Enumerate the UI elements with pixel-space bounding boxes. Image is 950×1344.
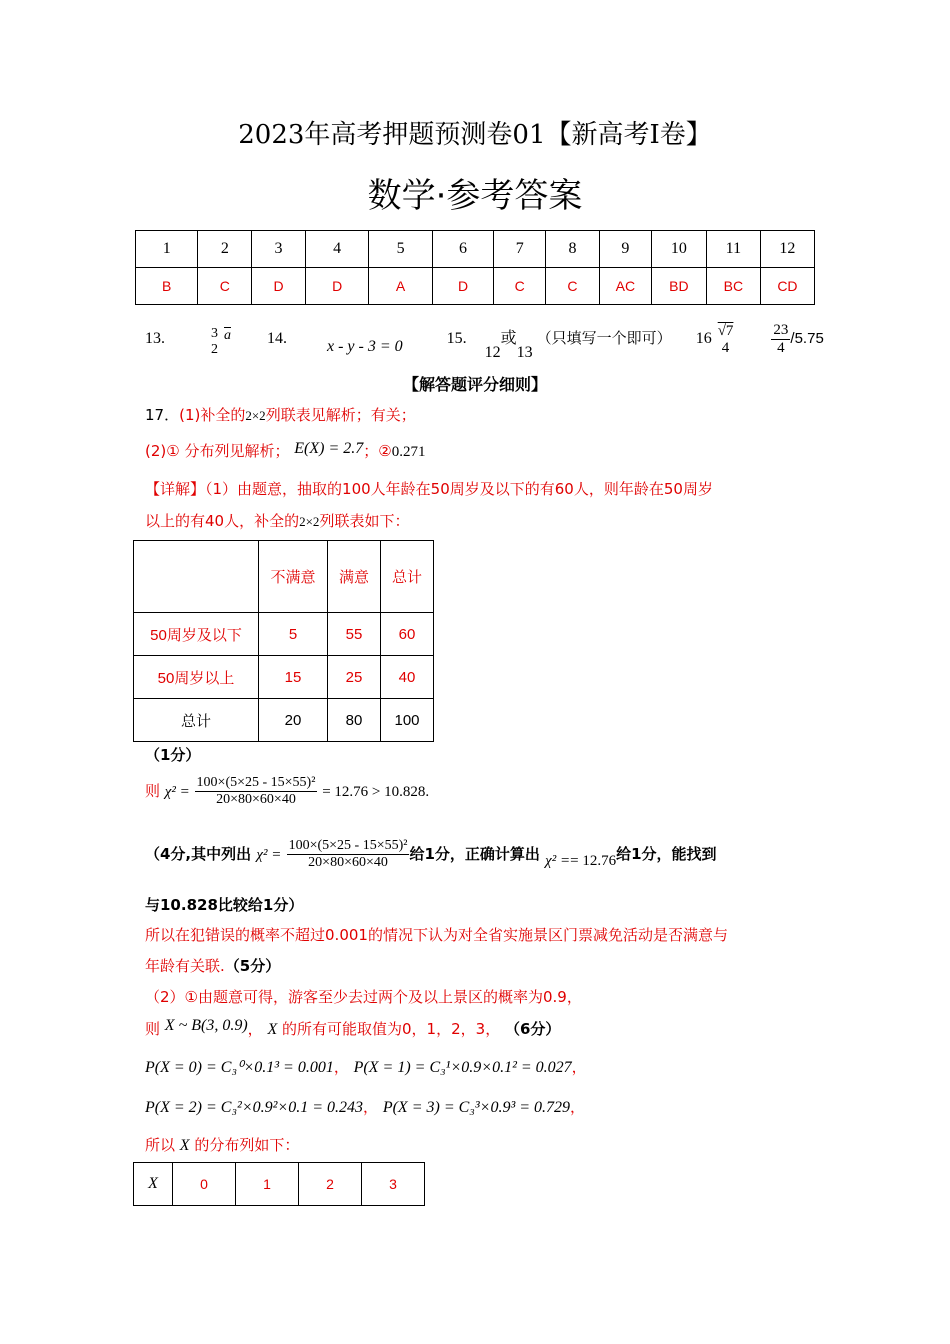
answer-cell-9: AC (599, 268, 651, 305)
answer-cell-12: CD (760, 268, 814, 305)
contingency-table (133, 540, 434, 742)
q17-part2-b: ；② (363, 442, 392, 460)
table-cell: 15 (259, 656, 328, 699)
answer-cell-6: D (432, 268, 494, 305)
chi-symbol: χ² = (164, 784, 190, 800)
table-cell: 40 (381, 656, 434, 699)
score-4-chi-symbol-2: χ² = (545, 853, 571, 869)
table-cell: 100 (381, 699, 434, 742)
q16-denominator: 4 (721, 339, 730, 356)
answer-cell-7: C (494, 268, 546, 305)
table-header-cell: 满意 (328, 541, 381, 613)
score-4-chi-symbol: χ² = (256, 847, 282, 863)
detail-line-2-a: 以上的有40人，补全的 (145, 512, 300, 530)
distribution-cell: X (134, 1163, 173, 1206)
score-4-numerator: 100×(5×25 - 15×55)² (288, 838, 408, 853)
probability-line-2: P(X = 2) = C₃²×0.9²×0.1 = 0.243， P(X = 3) = C₃³×0.9³ = 0.729， (145, 1098, 586, 1116)
answer-number-7: 7 (494, 231, 546, 268)
answer-number-4: 4 (305, 231, 368, 268)
q17-part2-value: 0.271 (391, 444, 426, 460)
q17-part1-math: 2×2 (245, 408, 266, 423)
answer-number-2: 2 (198, 231, 252, 268)
q17-part2-a: (2)① 分布列见解析； (145, 442, 290, 460)
table-cell: 20 (259, 699, 328, 742)
part2-line-2-d: 的所有可能取值为0，1，2，3， (282, 1020, 501, 1038)
table-header-cell: 不满意 (259, 541, 328, 613)
q17-answer-line-2 (145, 440, 425, 461)
table-cell: 50周岁以上 (134, 656, 259, 699)
chi-denominator: 20×80×60×40 (216, 792, 296, 807)
q16-label: 16 (695, 330, 712, 348)
score-5: （5分） (224, 957, 281, 975)
prob-x2: P(X = 2) = C₃²×0.9²×0.1 = 0.243 (145, 1099, 364, 1116)
part2-line-2-comma: ， (247, 1020, 263, 1038)
answer-number-row (136, 231, 815, 268)
detail-line-2 (145, 510, 409, 531)
table-row (134, 656, 434, 699)
detail-line-1: 【详解】（1）由题意，抽取的100人年龄在50周岁及以下的有60人，则年龄在50周岁 (145, 480, 713, 498)
score-4-d: 给1分，能找到 (616, 845, 717, 863)
answer-number-12: 12 (760, 231, 814, 268)
chi-square-line (145, 775, 429, 808)
q15-label: 15. (446, 330, 467, 348)
fill-in-row (145, 322, 824, 362)
table-cell: 80 (328, 699, 381, 742)
q13-variable: $\overline{a}$ (224, 328, 231, 344)
table-cell: 50周岁及以下 (134, 613, 259, 656)
table-cell: 5 (259, 613, 328, 656)
q16-fraction-2 (771, 322, 790, 357)
score-4-b: 给1分，正确计算出 (409, 845, 540, 863)
q17-part1-b: 列联表见解析；有关； (265, 406, 416, 424)
dist-caption-x: X (179, 1137, 190, 1154)
q15-first: 12 (484, 344, 501, 362)
table-cell: 总计 (134, 699, 259, 742)
part2-line-2 (145, 1018, 560, 1039)
distribution-cell: 1 (236, 1163, 299, 1206)
answer-cell-11: BC (706, 268, 760, 305)
q16-denominator-2: 4 (777, 340, 785, 356)
answer-number-3: 3 (252, 231, 306, 268)
table-cell: 55 (328, 613, 381, 656)
section-title: 【解答题评分细则】 (402, 375, 547, 394)
table-row (134, 699, 434, 742)
answer-cell-4: D (305, 268, 368, 305)
answer-table (135, 230, 815, 305)
answer-cell-1: B (136, 268, 198, 305)
answer-number-8: 8 (546, 231, 600, 268)
q17-part1-a: (1)补全的 (179, 406, 246, 424)
q14-label: 14. (267, 330, 287, 348)
distribution-caption (145, 1134, 299, 1155)
answer-cell-8: C (546, 268, 600, 305)
answer-number-10: 10 (651, 231, 706, 268)
q17-expectation: E(X) = 2.7 (294, 440, 364, 457)
chi-result: = 12.76 > 10.828. (322, 784, 430, 800)
q16-fraction (716, 323, 736, 357)
score-4-line-2: 与10.828比较给1分） (145, 896, 304, 914)
q15-note: （只填写一个即可） (536, 331, 672, 348)
answer-letter-row (136, 268, 815, 305)
table-cell: 60 (381, 613, 434, 656)
table-row (134, 613, 434, 656)
document-title: 2023年高考押题预测卷01【新高考Ⅰ卷】 (238, 120, 712, 150)
q17-answer-line-1 (145, 404, 416, 425)
answer-number-9: 9 (599, 231, 651, 268)
dist-caption-a: 所以 (145, 1136, 176, 1154)
contingency-header-row (134, 541, 434, 613)
distribution-cell: 0 (173, 1163, 236, 1206)
table-header-cell (134, 541, 259, 613)
answer-number-5: 5 (369, 231, 432, 268)
conclusion-line-2-text: 年龄有关联. (145, 957, 225, 975)
score-4-fraction (287, 838, 410, 871)
answer-cell-5: A (369, 268, 432, 305)
part2-line-2-a: 则 (145, 1020, 161, 1038)
score-4-c: = 12.76 (570, 853, 617, 869)
table-header-cell: 总计 (381, 541, 434, 613)
answer-cell-2: C (198, 268, 252, 305)
binomial-expression: X ~ B(3, 0.9) (164, 1017, 248, 1034)
q13-fraction (209, 326, 220, 358)
chi-fraction (195, 775, 318, 808)
probability-line-1: P(X = 0) = C₃⁰×0.1³ = 0.001， P(X = 1) = C₃¹×0.9×0.1² = 0.027， (145, 1058, 587, 1076)
answer-number-6: 6 (432, 231, 494, 268)
answer-number-11: 11 (706, 231, 760, 268)
chi-prefix: 则 (145, 782, 161, 800)
q15-second: 13 (516, 344, 533, 362)
q15-or: 或 (500, 330, 517, 348)
part2-line-1: （2）①由题意可得，游客至少去过两个及以上景区的概率为0.9， (145, 988, 582, 1006)
answer-cell-10: BD (651, 268, 706, 305)
conclusion-line-2 (145, 955, 280, 976)
document-subtitle: 数学·参考答案 (367, 176, 583, 216)
q13-denominator: 2 (211, 341, 218, 357)
distribution-row (134, 1163, 425, 1206)
q13-numerator: 3 (211, 325, 218, 341)
variable-x: X (267, 1021, 278, 1038)
q14-expression: x - y - 3 = 0 (327, 338, 403, 356)
answer-cell-3: D (252, 268, 306, 305)
q16-numerator: √7 (717, 322, 734, 339)
q13-label: 13. (145, 330, 165, 348)
prob-x0: P(X = 0) = C₃⁰×0.1³ = 0.001 (145, 1059, 334, 1076)
conclusion-line-1: 所以在犯错误的概率不超过0.001的情况下认为对全省实施景区门票减免活动是否满意与 (145, 926, 728, 944)
distribution-cell: 2 (299, 1163, 362, 1206)
prob-x3: P(X = 3) = C₃³×0.9³ = 0.729 (382, 1099, 571, 1116)
q16-decimal: /5.75 (790, 330, 824, 348)
detail-line-2-b: 列联表如下： (319, 512, 410, 530)
score-1: （1分） (145, 746, 201, 764)
detail-line-2-math: 2×2 (299, 514, 320, 529)
distribution-table (133, 1162, 425, 1206)
table-cell: 25 (328, 656, 381, 699)
dist-caption-b: 的分布列如下： (194, 1136, 300, 1154)
prob-x1: P(X = 1) = C₃¹×0.9×0.1² = 0.027 (353, 1059, 572, 1076)
score-4-a: （4分,其中列出 (145, 845, 252, 863)
chi-numerator: 100×(5×25 - 15×55)² (196, 775, 316, 790)
q17-number: 17． (145, 406, 180, 424)
score-4-line (145, 838, 717, 871)
score-6: （6分） (504, 1020, 561, 1038)
answer-number-1: 1 (136, 231, 198, 268)
distribution-cell: 3 (362, 1163, 425, 1206)
q16-numerator-2: 23 (773, 322, 789, 338)
score-4-denominator: 20×80×60×40 (308, 855, 388, 870)
